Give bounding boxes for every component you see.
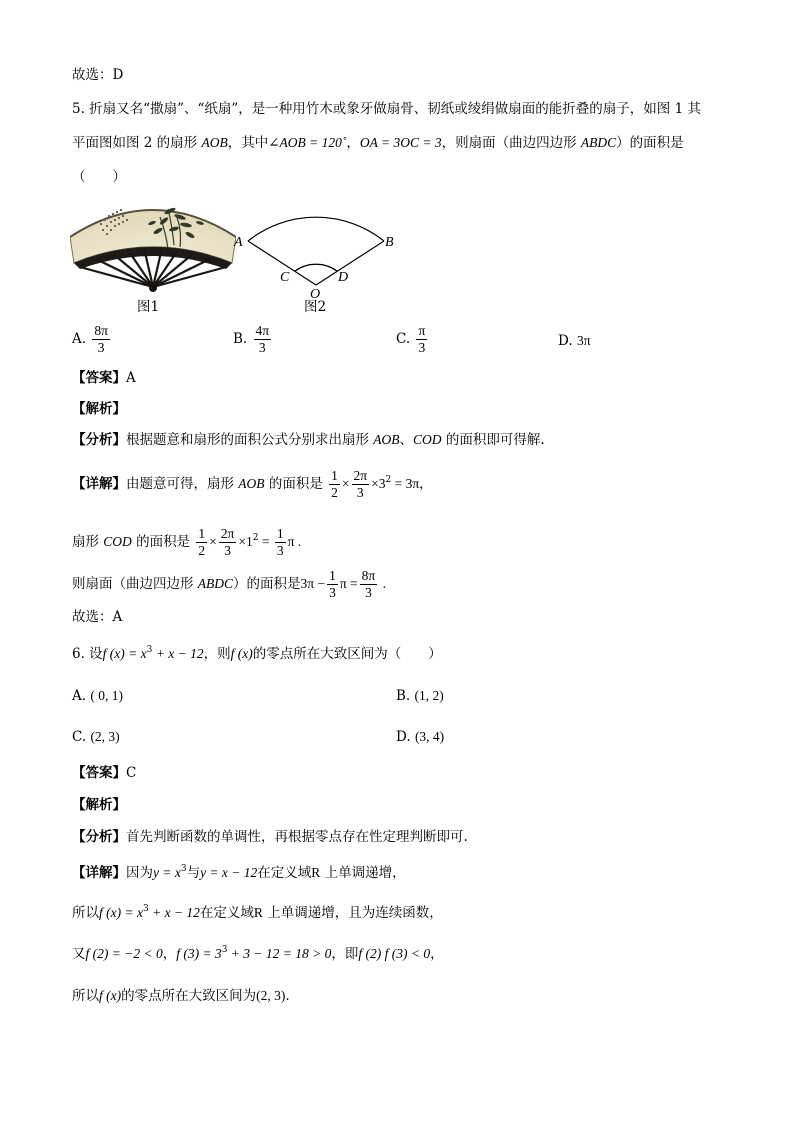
option-value: (3, 4)	[414, 729, 445, 744]
math-text: R	[253, 905, 263, 920]
fenxi-tag: 【分析】	[72, 829, 126, 845]
option-label: A.	[72, 331, 87, 347]
denominator: 3	[97, 340, 105, 355]
detail-cod: COD	[103, 534, 132, 549]
math-text: y = x − 12	[200, 865, 258, 880]
q6-text: ，则	[203, 646, 231, 662]
fig2-sector-diagram	[230, 190, 410, 300]
option-fraction	[254, 323, 272, 356]
q6-line1	[72, 644, 442, 664]
q5-answer	[72, 368, 136, 388]
detail-text: ，	[162, 946, 177, 962]
math-text: = 3π	[391, 476, 420, 491]
q5-oa: OA = 3OC = 3	[359, 135, 442, 150]
fenxi-text: 的面积即可得解.	[441, 432, 545, 448]
fraction	[275, 526, 286, 559]
fenxi-cod: COD	[413, 432, 442, 447]
detail-text: 则扇面（曲边四边形	[72, 576, 198, 592]
detail-text: 与	[186, 865, 201, 881]
answer-tag: 【答案】	[72, 370, 126, 386]
q5-text: ，	[346, 135, 360, 151]
q5-text: 平面图如图 2 的扇形	[72, 135, 202, 151]
numerator: 2π	[353, 468, 368, 483]
q5-paren: （ ）	[72, 169, 126, 185]
math-text: ×3	[371, 476, 386, 491]
times: ×	[209, 534, 217, 549]
numerator: 2π	[220, 526, 235, 541]
option-label: B.	[396, 688, 411, 704]
option-label: C.	[396, 331, 411, 347]
math-text: R	[311, 865, 321, 880]
q6-text: 6. 设	[72, 646, 103, 662]
math-text: ×1	[238, 534, 253, 549]
option-label: D.	[396, 729, 411, 745]
q5-aob: AOB	[201, 135, 228, 150]
q5-angle: ∠AOB = 120˚	[268, 135, 347, 150]
q6-option-c[interactable]	[72, 727, 120, 747]
q6-option-a[interactable]	[72, 686, 123, 706]
denominator: 3	[418, 340, 426, 355]
numerator: 1	[198, 526, 206, 541]
detail-text: 所以	[72, 988, 99, 1004]
detail-text: 的零点所在大致区间为	[121, 988, 257, 1004]
denominator: 2	[331, 485, 338, 500]
fraction	[196, 526, 207, 559]
answer-value: A	[126, 370, 136, 386]
denominator: 3	[224, 543, 231, 558]
option-label: C.	[72, 729, 87, 745]
q5-line2	[72, 133, 684, 153]
numerator: 1	[276, 526, 284, 541]
fenxi-text: 、	[399, 432, 414, 448]
q5-option-d[interactable]	[558, 331, 591, 351]
denominator: 3	[276, 543, 284, 558]
math-text: f (x) = x	[99, 905, 143, 920]
detail-text: ，即	[331, 946, 359, 962]
detail-text: 由题意可得，扇形	[126, 476, 239, 492]
fig2-label-o: O	[310, 287, 321, 300]
answer-tag: 【答案】	[72, 765, 126, 781]
math-text: =	[258, 534, 273, 549]
detail-text: ，	[419, 476, 433, 492]
q6-detail-line1	[72, 863, 406, 883]
exponent: 3	[221, 945, 228, 955]
detail-text: 的面积是	[264, 476, 323, 492]
fraction	[329, 468, 340, 501]
fig2-label-b: B	[385, 235, 394, 250]
q5-option-a[interactable]	[72, 323, 112, 356]
option-value: (1, 2)	[414, 688, 444, 703]
math-text: f (2) = −2 < 0	[85, 946, 163, 961]
exponent: 2	[385, 475, 392, 485]
times: ×	[341, 476, 350, 491]
option-label: A.	[72, 688, 87, 704]
q5-option-c[interactable]	[396, 323, 429, 356]
fraction	[352, 468, 370, 501]
option-value: ( 0, 1)	[90, 688, 123, 703]
option-label: B.	[233, 331, 248, 347]
fraction	[219, 526, 237, 559]
exponent: 2	[252, 533, 259, 543]
detail-tag: 【详解】	[72, 476, 126, 492]
math-text: π .	[287, 534, 302, 549]
q6-answer	[72, 763, 136, 783]
q5-text: ，则扇面（曲边四边形	[441, 135, 581, 151]
denominator: 2	[198, 543, 206, 558]
detail-text: 又	[72, 946, 86, 962]
q5-line1: 5. 折扇又名“撒扇”、“纸扇”，是一种用竹木或象牙做扇骨、韧纸或绫绢做扇面的能折叠的扇子，如图 1 其	[72, 101, 701, 117]
detail-text: 所以	[72, 905, 99, 921]
math-text: 3π −	[300, 576, 326, 591]
detail-text: 在定义域	[199, 905, 254, 921]
numerator: 4π	[255, 323, 270, 338]
q5-detail-line3	[72, 568, 386, 601]
fenxi-text: 根据题意和扇形的面积公式分别求出扇形	[126, 432, 374, 448]
exponent: 3	[142, 904, 149, 914]
denominator: 3	[356, 485, 364, 500]
detail-text: 在定义域	[257, 865, 312, 881]
math-text: π =	[339, 576, 358, 591]
math-text: f (x)	[99, 988, 122, 1003]
fig1-fan-image	[70, 195, 236, 295]
math-text: y = x	[153, 865, 181, 880]
q5-fenxi	[72, 430, 545, 450]
detail-text: .	[285, 988, 290, 1004]
q5-detail-line2	[72, 526, 301, 559]
detail-text: ，	[430, 946, 444, 962]
detail-text: 上单调递增，	[320, 865, 406, 881]
option-value: 3π	[576, 333, 591, 348]
math-text: f (2) f (3) < 0	[358, 946, 431, 961]
detail-text: ）的面积是	[233, 576, 301, 592]
q6-option-d[interactable]	[396, 727, 444, 747]
numerator: π	[418, 323, 426, 338]
detail-aob: AOB	[238, 476, 265, 491]
fraction	[327, 568, 338, 601]
q6-text: 的零点所在大致区间为（ ）	[252, 646, 442, 662]
denominator: 3	[329, 585, 336, 600]
math-text: f (3) = 3	[176, 946, 222, 961]
numerator: 8π	[94, 323, 108, 338]
fig2-label-c: C	[280, 270, 290, 285]
fig2-label-a: A	[234, 235, 243, 250]
fig2-label-d: D	[338, 270, 349, 285]
fig2-caption: 图2	[304, 299, 327, 315]
q5-analysis-tag: 【解析】	[72, 401, 126, 417]
detail-abdc: ABDC	[197, 576, 234, 591]
detail-text: 扇形	[72, 534, 104, 550]
detail-text: 因为	[126, 865, 153, 881]
math-text: .	[379, 576, 386, 591]
exponent: 3	[146, 645, 153, 655]
fenxi-tag: 【分析】	[72, 432, 126, 448]
fraction	[360, 568, 378, 601]
q6-option-b[interactable]	[396, 686, 444, 706]
q5-text: ，其中	[227, 135, 269, 151]
fig1-caption: 图1	[137, 299, 160, 315]
numerator: 1	[329, 568, 336, 583]
math-text: + x − 12	[148, 905, 200, 920]
detail-text: 上单调递增，且为连续函数，	[262, 905, 443, 921]
option-fraction	[92, 323, 110, 356]
option-label: D.	[558, 333, 573, 349]
q6-detail-line4	[72, 986, 290, 1006]
detail-text: 的面积是	[131, 534, 191, 550]
answer-value: C	[126, 765, 137, 781]
math-text: (2, 3)	[256, 988, 286, 1003]
fenxi-text: 首先判断函数的单调性，再根据零点存在性定理判断即可.	[126, 829, 468, 845]
q5-option-b[interactable]	[233, 323, 273, 356]
q6-fx: f (x)	[230, 646, 253, 661]
q5-detail-line1	[72, 468, 433, 501]
q6-analysis-tag: 【解析】	[72, 797, 126, 813]
math-text: + 3 − 12 = 18 > 0	[227, 946, 332, 961]
option-fraction	[416, 323, 427, 356]
q5-choose: 故选：A	[72, 609, 123, 625]
q5-abdc: ABDC	[580, 135, 617, 150]
q6-fx: + x − 12	[152, 646, 204, 661]
prev-answer: 故选：D	[72, 67, 124, 83]
q6-detail-line3	[72, 944, 444, 964]
fenxi-aob: AOB	[373, 432, 400, 447]
numerator: 1	[331, 468, 338, 483]
option-value: (2, 3)	[90, 729, 120, 744]
q6-fx: f (x) = x	[102, 646, 147, 661]
detail-tag: 【详解】	[72, 865, 126, 881]
q5-text: ）的面积是	[616, 135, 684, 151]
denominator: 3	[258, 340, 266, 355]
exponent: 3	[180, 864, 187, 874]
q6-detail-line2	[72, 903, 443, 923]
denominator: 3	[365, 585, 372, 600]
q6-fenxi	[72, 827, 468, 847]
numerator: 8π	[361, 568, 376, 583]
